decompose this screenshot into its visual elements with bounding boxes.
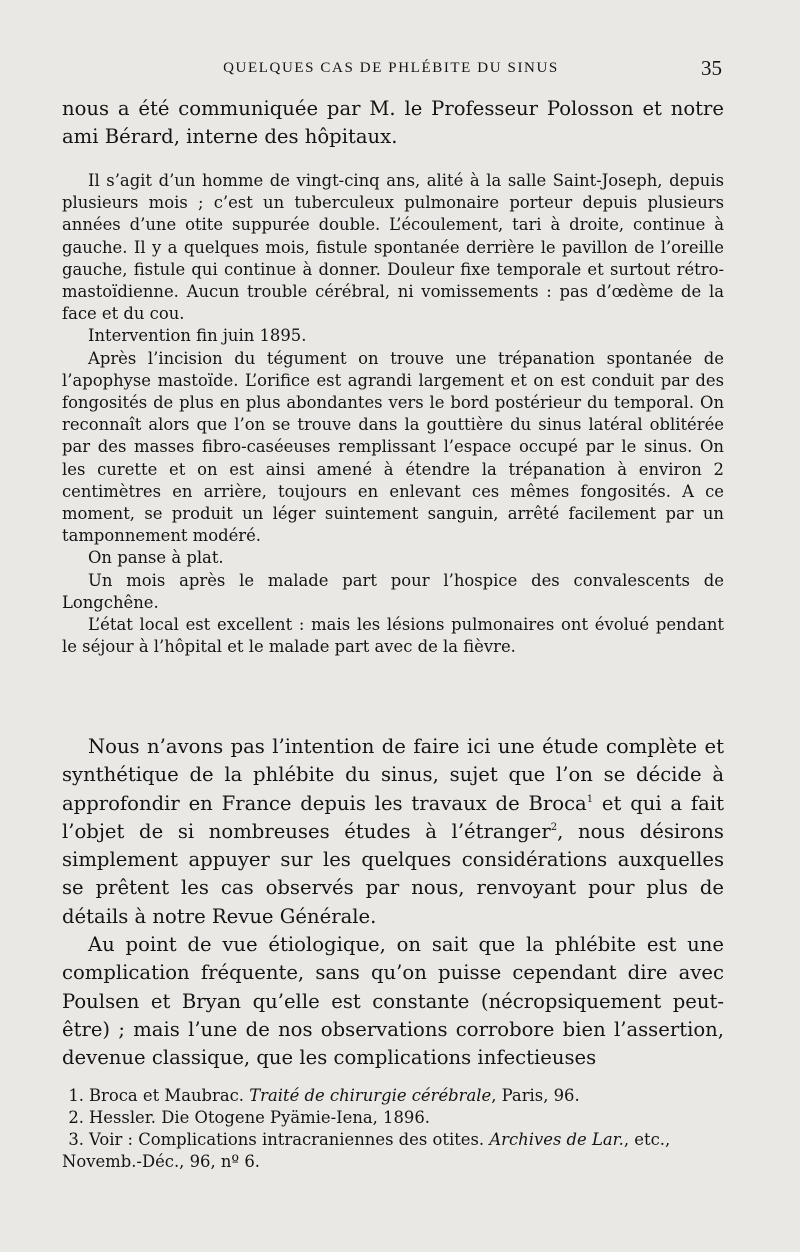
case-paragraph-4: On panse à plat.	[88, 548, 224, 568]
footnote-number: 1.	[68, 1086, 84, 1105]
case-paragraph-3: Après l’incision du tégument on trouve une trépanation spontanée de l’apophyse mastoïde. L’orifice est agrandi largement et on est conduit par des fongosités de plus en plus abondantes vers le bord postérieur du temporal. On reconnaît alors que l’on se trouve dans la gouttière du sinus latéral oblitérée par des masses fibro-caséeuses remplissant l’espace occupé par le sinus. On les curette et on est ainsi amené à étendre la trépanation à environ 2 centimètres en arrière, toujours en enlevant ces mêmes fongosités. A ce moment, se produit un léger suintement sanguin, arrêté facilement par un tamponnement modéré.	[62, 348, 724, 546]
footnotes	[62, 1085, 724, 1173]
footnote-number: 3.	[68, 1130, 84, 1149]
discussion	[62, 733, 724, 1073]
footnote-ref-1: 1	[586, 793, 594, 805]
footnote-1	[62, 1085, 724, 1107]
opening-paragraph	[62, 95, 724, 152]
footnote-text: Voir : Complications intracraniennes des otites.	[89, 1130, 490, 1149]
case-paragraph-1: Il s’agit d’un homme de vingt-cinq ans, alité à la salle Saint-Joseph, depuis plusieurs mois ; c’est un tuberculeux pulmonaire porteur depuis plusieurs années d’une otite suppurée double. L’écoulement, tari à droite, continue à gauche. Il y a quelques mois, fistule spontanée derrière le pavillon de l’oreille gauche, fistule qui continue à donner. Douleur fixe temporale et surtout rétro-mastoïdienne. Aucun trouble cérébral, ni vomissements : pas d’œdème de la face et du cou.	[62, 171, 724, 324]
footnote-text: Broca et Maubrac.	[89, 1086, 250, 1105]
discussion-text-c: , nous désirons simplement appuyer sur les quelques considérations auxquelles se prêtent les cas observés par nous, renvoyant pour plus de détails à notre Revue Générale.	[62, 819, 724, 928]
case-paragraph-5: Un mois après le malade part pour l’hospice des convalescents de Longchêne.	[62, 570, 724, 612]
page-header	[60, 56, 722, 84]
footnote-2	[62, 1107, 724, 1129]
discussion-text-a: Nous n’avons pas l’intention de faire ici une étude complète et synthétique de la phlébite du sinus, sujet que l’on se décide à approfondir en France depuis les travaux de Broca	[62, 735, 724, 815]
case-paragraph-6: L’état local est excellent : mais les lésions pulmonaires ont évolué pendant le séjour à l’hôpital et le malade part avec de la fièvre.	[62, 615, 724, 657]
footnote-title: Traité de chirurgie cérébrale	[249, 1086, 492, 1105]
opening-text: nous a été communiquée par M. le Professeur Polosson et notre ami Bérard, interne des hôpitaux.	[62, 97, 724, 149]
footnote-ref-2: 2	[550, 821, 558, 833]
footnote-3	[62, 1129, 724, 1173]
footnote-number: 2.	[68, 1108, 84, 1127]
page-number: 35	[701, 56, 722, 80]
footnote-text: , Paris, 96.	[491, 1086, 580, 1105]
running-title: QUELQUES CAS DE PHLÉBITE DU SINUS	[223, 60, 559, 76]
case-report	[62, 170, 724, 658]
discussion-paragraph-1	[62, 733, 724, 931]
footnote-text: Hessler. Die Otogene Pyämie-Iena, 1896.	[89, 1108, 430, 1127]
case-paragraph-2: Intervention fin juin 1895.	[88, 326, 307, 346]
footnote-title: Archives de Lar.	[489, 1130, 624, 1149]
footnote-text: , etc., Novemb.-Déc., 96, nº 6.	[62, 1130, 671, 1171]
discussion-text-b: et qui a fait l’objet de si nombreuses études à l’étranger	[62, 791, 724, 843]
discussion-paragraph-2: Au point de vue étiologique, on sait que la phlébite est une complication fréquente, sans qu’on puisse cependant dire avec Poulsen et Bryan qu’elle est constante (nécropsiquement peut-être) ; mais l’une de nos observations corrobore bien l’assertion, devenue classique, que les complications infectieuses	[62, 933, 724, 1070]
